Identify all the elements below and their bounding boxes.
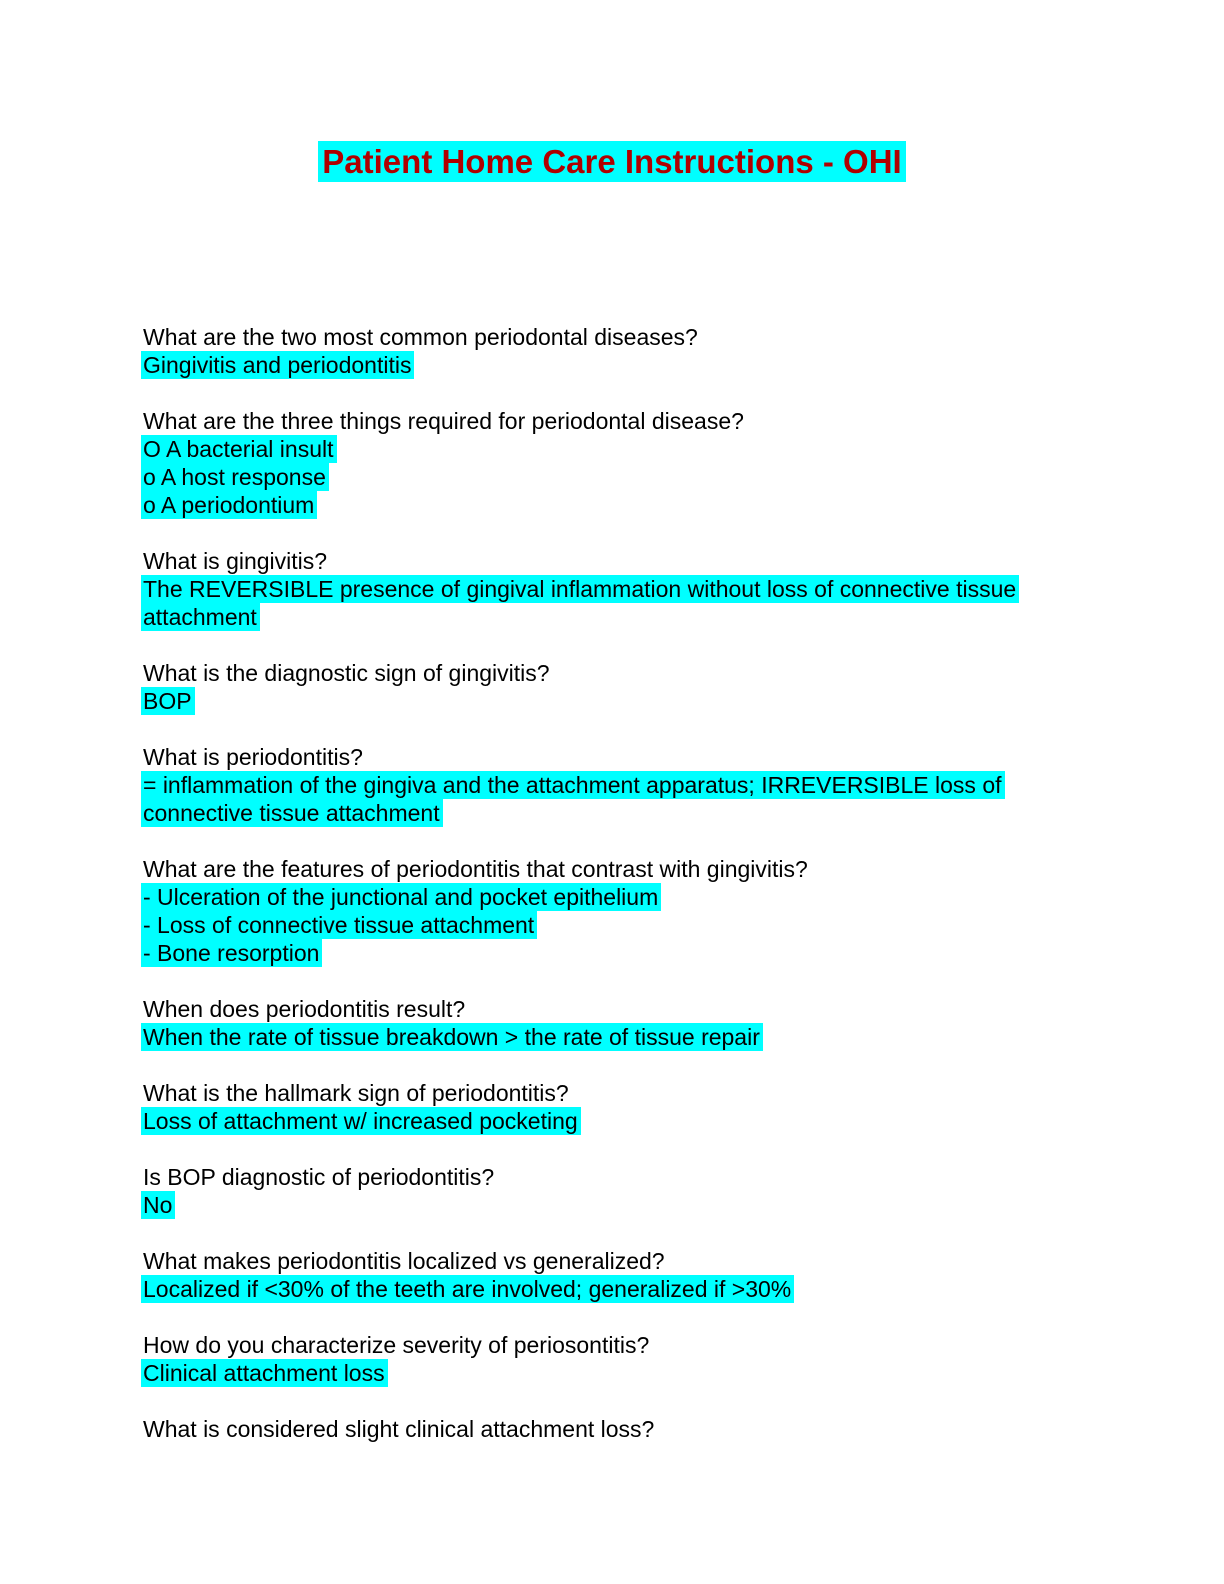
answer-line bbox=[143, 1275, 1084, 1303]
answer-line bbox=[143, 351, 1084, 379]
answer-line bbox=[143, 771, 1084, 827]
answer-line bbox=[143, 883, 1084, 911]
title-row bbox=[0, 0, 1224, 182]
qa-block bbox=[143, 1415, 1084, 1443]
answer-line bbox=[143, 1191, 1084, 1219]
question-text: When does periodontitis result? bbox=[143, 996, 466, 1022]
answer-highlight: When the rate of tissue breakdown > the rate of tissue repair bbox=[141, 1023, 763, 1051]
answer-text bbox=[143, 1107, 1084, 1135]
answer-line bbox=[143, 687, 1084, 715]
qa-block bbox=[143, 743, 1084, 827]
qa-block bbox=[143, 1247, 1084, 1303]
question-text: What makes periodontitis localized vs generalized? bbox=[143, 1248, 665, 1274]
qa-block bbox=[143, 1331, 1084, 1387]
answer-highlight: No bbox=[141, 1191, 175, 1219]
qa-list bbox=[143, 323, 1084, 1443]
answer-highlight: o A host response bbox=[141, 463, 329, 491]
question-text: What are the two most common periodontal diseases? bbox=[143, 324, 698, 350]
answer-line bbox=[143, 1359, 1084, 1387]
qa-block bbox=[143, 855, 1084, 967]
question-text: What is the hallmark sign of periodontitis? bbox=[143, 1080, 569, 1106]
qa-block bbox=[143, 407, 1084, 519]
answer-highlight: The REVERSIBLE presence of gingival inflammation without loss of connective tissue attachment bbox=[141, 575, 1019, 631]
answer-line bbox=[143, 491, 1084, 519]
document-title: Patient Home Care Instructions - OHI bbox=[318, 141, 905, 182]
answer-highlight: o A periodontium bbox=[141, 491, 317, 519]
answer-highlight: - Bone resorption bbox=[141, 939, 322, 967]
answer-line bbox=[143, 939, 1084, 967]
answer-text bbox=[143, 1275, 1084, 1303]
question-text: What are the features of periodontitis that contrast with gingivitis? bbox=[143, 856, 808, 882]
answer-text bbox=[143, 1023, 1084, 1051]
answer-highlight: O A bacterial insult bbox=[141, 435, 337, 463]
answer-highlight: Clinical attachment loss bbox=[141, 1359, 388, 1387]
answer-line bbox=[143, 911, 1084, 939]
answer-text bbox=[143, 351, 1084, 379]
qa-block bbox=[143, 659, 1084, 715]
answer-text bbox=[143, 771, 1084, 827]
question-text: What are the three things required for periodontal disease? bbox=[143, 408, 744, 434]
answer-text bbox=[143, 575, 1084, 631]
answer-line bbox=[143, 1023, 1084, 1051]
answer-highlight: Gingivitis and periodontitis bbox=[141, 351, 414, 379]
question-text: What is considered slight clinical attachment loss? bbox=[143, 1416, 655, 1442]
answer-highlight: = inflammation of the gingiva and the attachment apparatus; IRREVERSIBLE loss of connective tissue attachment bbox=[141, 771, 1005, 827]
question-text: What is periodontitis? bbox=[143, 744, 363, 770]
answer-highlight: BOP bbox=[141, 687, 195, 715]
question-text: How do you characterize severity of periosontitis? bbox=[143, 1332, 650, 1358]
answer-text bbox=[143, 435, 1084, 519]
answer-text bbox=[143, 1359, 1084, 1387]
qa-block bbox=[143, 1079, 1084, 1135]
question-text: What is the diagnostic sign of gingivitis? bbox=[143, 660, 550, 686]
qa-block bbox=[143, 1163, 1084, 1219]
qa-block bbox=[143, 323, 1084, 379]
question-text: What is gingivitis? bbox=[143, 548, 328, 574]
answer-line bbox=[143, 435, 1084, 463]
question-text: Is BOP diagnostic of periodontitis? bbox=[143, 1164, 495, 1190]
qa-block bbox=[143, 995, 1084, 1051]
answer-highlight: Localized if <30% of the teeth are involved; generalized if >30% bbox=[141, 1275, 794, 1303]
answer-line bbox=[143, 575, 1084, 631]
answer-text bbox=[143, 883, 1084, 967]
answer-highlight: - Loss of connective tissue attachment bbox=[141, 911, 537, 939]
answer-highlight: Loss of attachment w/ increased pocketing bbox=[141, 1107, 581, 1135]
qa-block bbox=[143, 547, 1084, 631]
answer-text bbox=[143, 1191, 1084, 1219]
answer-line bbox=[143, 1107, 1084, 1135]
answer-line bbox=[143, 463, 1084, 491]
answer-highlight: - Ulceration of the junctional and pocket epithelium bbox=[141, 883, 661, 911]
answer-text bbox=[143, 687, 1084, 715]
